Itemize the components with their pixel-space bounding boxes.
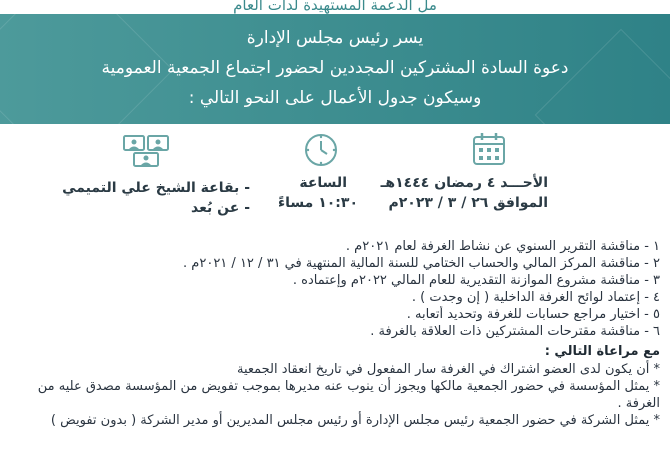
agenda-item: ٤ - إعتماد لوائح الغرفة الداخلية ( إن وجدت ) . xyxy=(411,290,660,305)
agenda-item: ٥ - اختيار مراجع حسابات للغرفة وتحديد أتعابه . xyxy=(406,307,660,322)
online-meeting-icon xyxy=(122,134,170,172)
banner-line-2: دعوة السادة المشتركين المجددين لحضور اجتماع الجمعية العمومية xyxy=(101,58,569,78)
agenda-item: ٣ - مناقشة مشروع الموازنة التقديرية للعام المالي ٢٠٢٢م وإعتماده . xyxy=(292,273,660,288)
banner-line-3: وسيكون جدول الأعمال على النحو التالي : xyxy=(188,88,482,108)
clock-icon xyxy=(303,132,339,172)
agenda-item: ١ - مناقشة التقرير السنوي عن نشاط الغرفة لعام ٢٠٢١م . xyxy=(345,239,660,254)
date-hijri: الأحـــد ٤ رمضان ١٤٤٤هـ xyxy=(380,175,548,191)
note-item: * أن يكون لدى العضو اشتراك في الغرفة سار المفعول في تاريخ انعقاد الجمعية xyxy=(236,362,660,377)
agenda-item: ٦ - مناقشة مقترحات المشتركين ذات العلاقة بالغرفة . xyxy=(370,324,660,339)
location-venue: - بقاعة الشيخ علي التميمي xyxy=(62,180,250,196)
time-label: الساعة xyxy=(299,175,347,191)
notes-title: مع مراعاة التالي : xyxy=(544,344,660,359)
header-cut-text: مل الدعمة المستهيدة لدات العام xyxy=(233,0,437,14)
invitation-banner xyxy=(0,14,670,124)
agenda-list xyxy=(10,238,660,429)
meeting-info xyxy=(0,132,670,232)
time-value: ١٠:٣٠ مساءً xyxy=(278,195,358,211)
agenda-item: ٢ - مناقشة المركز المالي والحساب الختامي للسنة المالية المنتهية في ٣١ / ١٢ / ٢٠٢١م . xyxy=(183,256,660,271)
location-remote: - عن بُعد xyxy=(191,200,250,216)
date-gregorian: الموافق ٢٦ / ٣ / ٢٠٢٣م xyxy=(388,195,548,211)
banner-line-1: يسر رئيس مجلس الإدارة xyxy=(246,28,424,48)
note-item: * يمثل المؤسسة في حضور الجمعية مالكها ويجوز أن ينوب عنه مديرها بموجب تفويض من المؤسسة مصدق عليه من الغرفة . xyxy=(37,379,660,411)
note-item: * يمثل الشركة في حضور الجمعية رئيس مجلس الإدارة أو رئيس مجلس المديرين أو مدير الشركة ( بدون تفويض ) xyxy=(50,413,660,428)
calendar-icon xyxy=(472,132,506,170)
